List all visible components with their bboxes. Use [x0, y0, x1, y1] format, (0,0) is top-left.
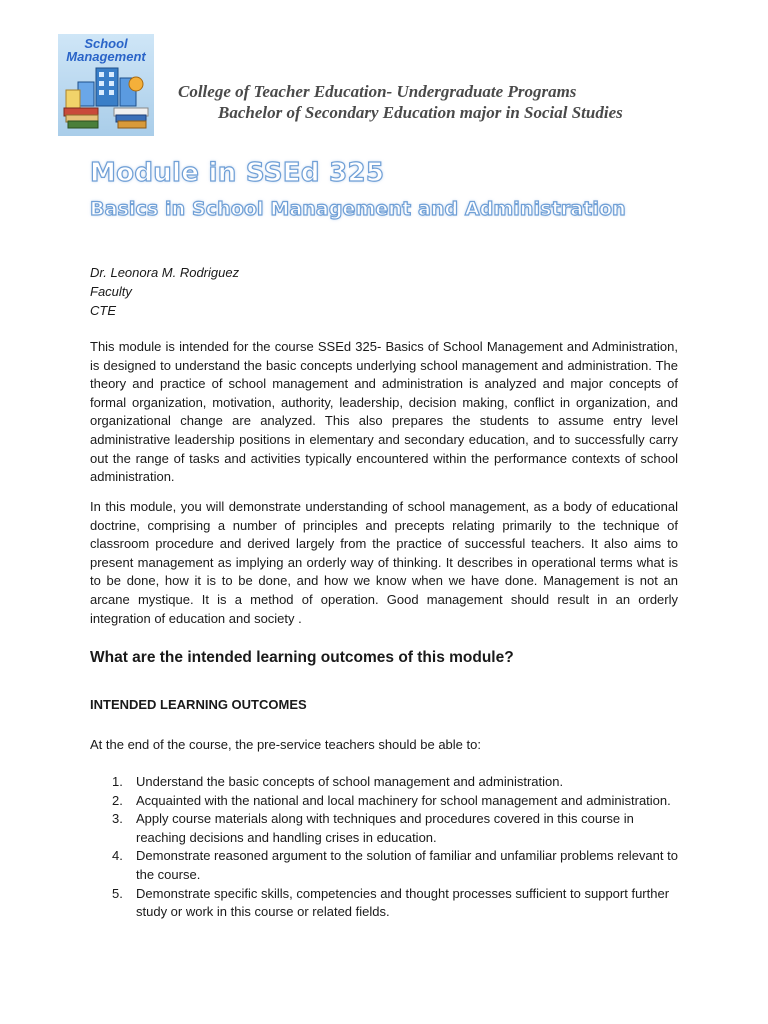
list-item — [112, 885, 682, 922]
list-item-text: Demonstrate reasoned argument to the solution of familiar and unfamiliar problems relevant to the course. — [136, 848, 678, 882]
list-item-text: Apply course materials along with techniques and procedures covered in this course in reaching decisions and handling crises in education. — [136, 811, 634, 845]
list-item-text: Acquainted with the national and local machinery for school management and administration. — [136, 792, 671, 808]
list-item-number: 2. — [112, 792, 123, 808]
author-block — [90, 263, 239, 320]
list-item — [112, 847, 682, 884]
list-item-number: 4. — [112, 848, 123, 864]
module-description-paragraph: This module is intended for the course SSEd 325- Basics of School Management and Administration, is designed to understand the basic concepts underlying school management and administration. The theory and practice of school management and administration is analyzed and major concepts of formal organization, motivation, authority, leadership, decision making, conflict in organization, and organizational change are analyzed. This also prepares the students to assume entry level administrative leadership positions in elementary and secondary education, and to successfully carry out the range of tasks and activities typically encountered within the performance contexts of school administration. — [90, 339, 678, 485]
section-question-heading: What are the intended learning outcomes of this module? — [90, 649, 514, 666]
ilo-intro: At the end of the course, the pre-service teachers should be able to: — [90, 737, 481, 752]
school-building-icon — [58, 64, 154, 136]
author-role: Faculty — [90, 284, 132, 299]
list-item-text: Understand the basic concepts of school management and administration. — [136, 774, 564, 789]
list-item — [112, 792, 682, 811]
header-college: College of Teacher Education- Undergraduate Programs — [178, 82, 577, 101]
school-management-logo — [58, 34, 154, 136]
module-overview-paragraph: In this module, you will demonstrate understanding of school management, as a body of educational doctrine, comprising a number of principles and precepts relating primarily to the technique of classroom procedure and derived largely from the practice of successful teachers. It also aims to present management as implying an orderly way of thinking. It describes in operational terms what is to be done, how it is to be done, and how we know when we have done. Management is not an arcane mystique. It is a method of operation. Good management should result in an orderly integration of education and society . — [90, 499, 678, 626]
list-item-number: 5. — [112, 885, 123, 901]
learning-outcomes-list — [112, 773, 682, 922]
module-title: Module in SSEd 325 — [90, 158, 385, 188]
ilo-heading: INTENDED LEARNING OUTCOMES — [90, 697, 307, 712]
author-unit: CTE — [90, 303, 116, 318]
logo-text: School Management — [66, 36, 146, 64]
header-program: Bachelor of Secondary Education major in Social Studies — [218, 103, 623, 122]
module-subtitle: Basics in School Management and Administration — [90, 198, 626, 220]
list-item — [112, 810, 682, 847]
list-item — [112, 773, 682, 792]
list-item-number: 3. — [112, 811, 123, 827]
list-item-text: Demonstrate specific skills, competencies and thought processes sufficient to support further study or work in this course or related fields. — [136, 885, 670, 920]
author-name: Dr. Leonora M. Rodriguez — [90, 265, 240, 280]
list-item-number: 1. — [112, 774, 123, 789]
